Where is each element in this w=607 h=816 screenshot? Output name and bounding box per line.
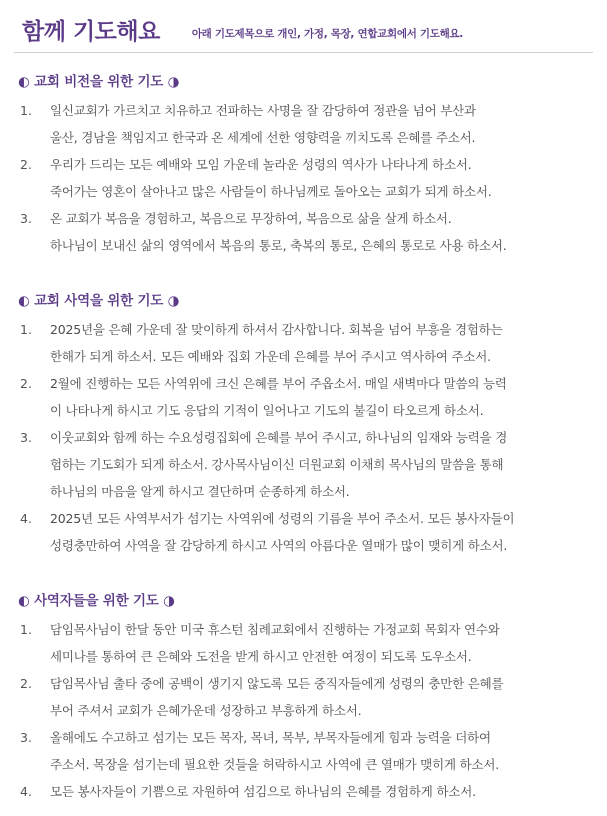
item-text-line: 이웃교회와 함께 하는 수요성령집회에 은혜를 부어 주시고, 하나님의 임재와 능력을 경 xyxy=(50,430,508,445)
item-text-line: 일신교회가 가르치고 치유하고 전파하는 사명을 잘 감당하여 정관을 넘어 부산과 xyxy=(50,103,476,118)
item-text-line: 울산, 경남을 책임지고 한국과 온 세계에 선한 영향력을 끼치도록 은혜를 주소서. xyxy=(50,130,476,145)
item-number: 2. xyxy=(20,376,32,391)
item-text-line: 주소서. 목장을 섬기는데 필요한 것들을 허락하시고 사역에 큰 열매가 맺히게 하소서. xyxy=(50,757,500,772)
item-number: 2. xyxy=(20,157,32,172)
prayer-item xyxy=(18,205,593,259)
item-text-line: 2월에 진행하는 모든 사역위에 크신 은혜를 부어 주옵소서. 매일 새벽마다 말씀의 능력 xyxy=(50,376,507,391)
item-text xyxy=(50,616,593,670)
item-text-line: 하나님이 보내신 삶의 영역에서 복음의 통로, 축복의 통로, 은혜의 통로로 사용 하소서. xyxy=(50,238,507,253)
page-subtitle: 아래 기도제목으로 개인, 가정, 목장, 연합교회에서 기도해요. xyxy=(191,28,463,40)
item-text-line: 한해가 되게 하소서. 모든 예배와 집회 가운데 은혜를 부어 주시고 역사하여 주소서. xyxy=(50,349,491,364)
section-title: ◐ 사역자들을 위한 기도 ◑ xyxy=(18,593,175,609)
item-text-line: 담임목사님 출타 중에 공백이 생기지 않도록 모든 중직자들에게 성령의 충만한 은혜를 xyxy=(50,676,504,691)
item-text xyxy=(50,778,593,805)
item-number: 3. xyxy=(20,430,32,445)
item-number: 4. xyxy=(20,784,32,799)
section-church-vision xyxy=(18,71,593,259)
item-text xyxy=(50,424,593,505)
item-text-line: 하나님의 마음을 알게 하시고 결단하며 순종하게 하소서. xyxy=(50,484,350,499)
prayer-item xyxy=(18,316,593,370)
item-number: 1. xyxy=(20,322,32,337)
page-title: 함께 기도해요 xyxy=(22,19,160,45)
prayer-item xyxy=(18,424,593,505)
prayer-item xyxy=(18,505,593,559)
item-text xyxy=(50,670,593,724)
section-church-ministry xyxy=(18,290,593,559)
prayer-item xyxy=(18,370,593,424)
item-text xyxy=(50,97,593,151)
item-text-line: 온 교회가 복음을 경험하고, 복음으로 무장하여, 복음으로 삶을 살게 하소서. xyxy=(50,211,452,226)
item-text-line: 성령충만하여 사역을 잘 감당하게 하시고 사역의 아름다운 열매가 많이 맺히게 하소서. xyxy=(50,538,508,553)
item-text-line: 올해에도 수고하고 섬기는 모든 목자, 목녀, 목부, 부목자들에게 힘과 능력을 더하여 xyxy=(50,730,491,745)
item-number: 1. xyxy=(20,103,32,118)
item-text-line: 모든 봉사자들이 기쁨으로 자원하여 섬김으로 하나님의 은혜를 경험하게 하소서. xyxy=(50,784,476,799)
prayer-item xyxy=(18,616,593,670)
item-text xyxy=(50,505,593,559)
item-text-line: 죽어가는 영혼이 살아나고 많은 사람들이 하나님께로 돌아오는 교회가 되게 하소서. xyxy=(50,184,492,199)
item-text-line: 2025년 모든 사역부서가 섬기는 사역위에 성령의 기름을 부어 주소서. 모든 봉사자들이 xyxy=(50,511,515,526)
item-text-line: 담임목사님이 한달 동안 미국 휴스턴 침례교회에서 진행하는 가정교회 목회자 연수와 xyxy=(50,622,500,637)
item-text xyxy=(50,205,593,259)
item-number: 1. xyxy=(20,622,32,637)
prayer-item xyxy=(18,97,593,151)
item-text-line: 이 나타나게 하시고 기도 응답의 기적이 일어나고 기도의 불길이 타오르게 하소서. xyxy=(50,403,484,418)
item-number: 4. xyxy=(20,511,32,526)
item-number: 2. xyxy=(20,676,32,691)
item-text-line: 우리가 드리는 모든 예배와 모임 가운데 놀라운 성령의 역사가 나타나게 하소서. xyxy=(50,157,472,172)
item-text-line: 2025년을 은혜 가운데 잘 맞이하게 하셔서 감사합니다. 회복을 넘어 부흥을 경험하는 xyxy=(50,322,503,337)
header-divider xyxy=(14,52,593,53)
item-text xyxy=(50,316,593,370)
item-text xyxy=(50,724,593,778)
item-number: 3. xyxy=(20,730,32,745)
section-ministers xyxy=(18,590,593,805)
item-number: 3. xyxy=(20,211,32,226)
item-text xyxy=(50,151,593,205)
prayer-item xyxy=(18,778,593,805)
item-text-line: 세미나를 통하여 큰 은혜와 도전을 받게 하시고 안전한 여정이 되도록 도우소서. xyxy=(50,649,472,664)
item-text-line: 험하는 기도회가 되게 하소서. 강사목사님이신 더원교회 이채희 목사님의 말씀을 통해 xyxy=(50,457,504,472)
page-header xyxy=(22,8,593,48)
section-title: ◐ 교회 비전을 위한 기도 ◑ xyxy=(18,74,180,90)
prayer-item xyxy=(18,151,593,205)
item-text xyxy=(50,370,593,424)
prayer-item xyxy=(18,670,593,724)
item-text-line: 부어 주셔서 교회가 은혜가운데 성장하고 부흥하게 하소서. xyxy=(50,703,362,718)
section-title: ◐ 교회 사역을 위한 기도 ◑ xyxy=(18,293,180,309)
prayer-item xyxy=(18,724,593,778)
